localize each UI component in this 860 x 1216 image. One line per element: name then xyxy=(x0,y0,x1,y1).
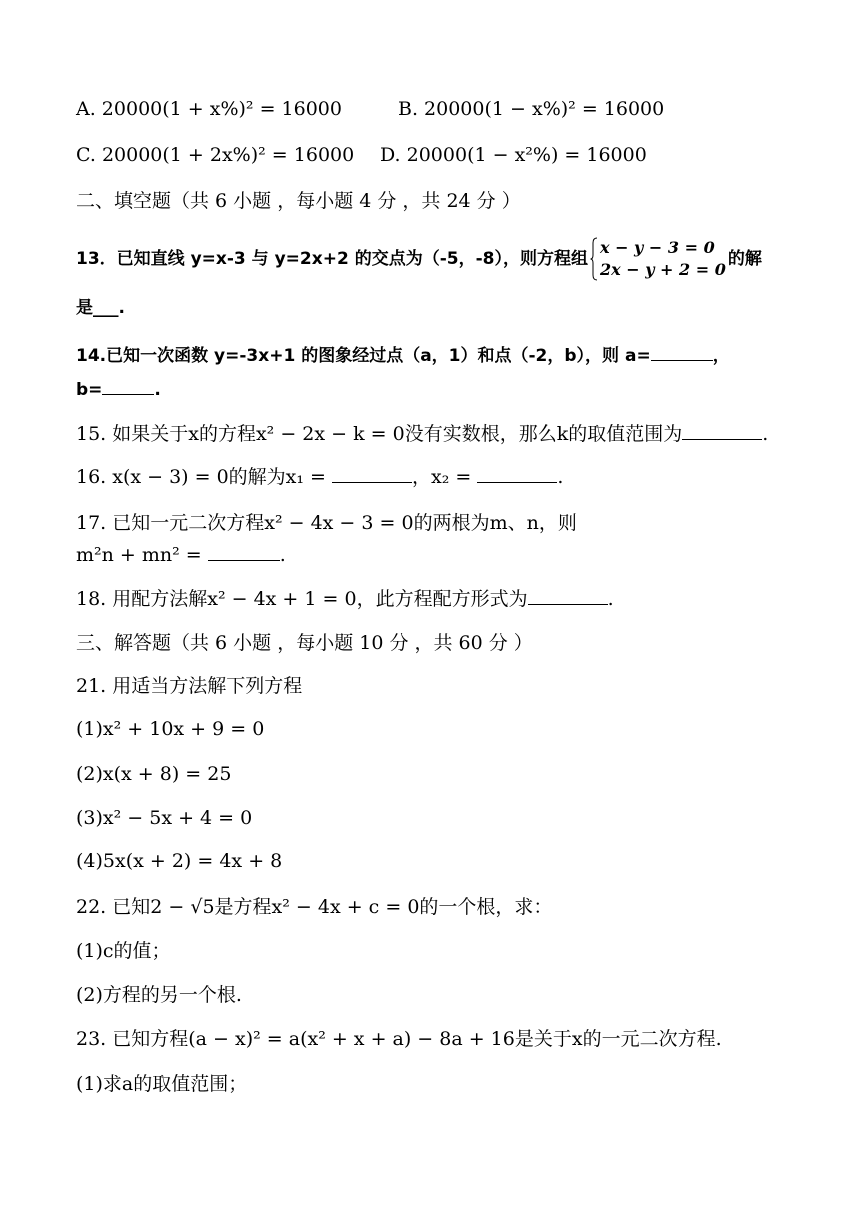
question-14-line1 xyxy=(76,348,730,365)
question-21-item-3: (3)x² − 5x + 4 = 0 xyxy=(76,807,253,829)
answer-blank-16a[interactable] xyxy=(332,481,412,483)
question-17-period: . xyxy=(279,544,286,566)
question-17-expression: m²n + mn² = xyxy=(76,544,208,566)
question-21-title: 21. 用适当方法解下列方程 xyxy=(76,675,303,697)
question-17-line1: 17. 已知一元二次方程x² − 4x − 3 = 0的两根为m、n，则 xyxy=(76,512,577,534)
question-18-period: . xyxy=(607,588,614,610)
question-13-line2: 是___. xyxy=(76,298,125,318)
question-21-item-2: (2)x(x + 8) = 25 xyxy=(76,763,232,785)
answer-blank-18[interactable] xyxy=(528,603,608,605)
question-14-line2 xyxy=(76,382,161,399)
question-14-comma: ， xyxy=(712,346,730,366)
question-21-item-4: (4)5x(x + 2) = 4x + 8 xyxy=(76,850,283,872)
answer-blank-a[interactable] xyxy=(651,359,713,361)
question-22-item-1: (1)c的值； xyxy=(76,940,171,962)
question-23-item-1: (1)求a的取值范围； xyxy=(76,1073,248,1095)
question-22-item-2: (2)方程的另一个根. xyxy=(76,984,242,1006)
question-18 xyxy=(76,590,614,609)
answer-blank-15[interactable] xyxy=(682,438,762,440)
question-21-item-1: (1)x² + 10x + 9 = 0 xyxy=(76,718,265,740)
answer-blank-17[interactable] xyxy=(208,559,280,561)
answer-blank-16b[interactable] xyxy=(477,481,557,483)
question-15-text: 15. 如果关于x的方程x² − 2x − k = 0没有实数根，那么k的取值范围为 xyxy=(76,423,683,445)
equation-system xyxy=(590,237,726,281)
question-15 xyxy=(76,425,768,444)
question-16-text-b: ，x₂ = xyxy=(412,466,478,488)
question-16 xyxy=(76,468,563,487)
question-22-title: 22. 已知2 − √5是方程x² − 4x + c = 0的一个根，求： xyxy=(76,896,553,918)
question-14-period: . xyxy=(154,380,161,400)
option-b: B. 20000(1 − x%)² = 16000 xyxy=(398,98,665,120)
equation-2: 2x − y + 2 = 0 xyxy=(599,260,726,279)
question-16-period: . xyxy=(557,466,564,488)
section-solve-heading: 三、解答题（共 6 小题 ，每小题 10 分 ，共 60 分 ） xyxy=(76,632,533,654)
answer-blank-b[interactable] xyxy=(102,393,154,395)
question-16-text-a: 16. x(x − 3) = 0的解为x₁ = xyxy=(76,466,333,488)
option-d: D. 20000(1 − x²%) = 16000 xyxy=(380,144,647,166)
question-14-text: 14.已知一次函数 y=-3x+1 的图象经过点（a，1）和点（-2，b），则 a= xyxy=(76,346,651,366)
option-a: A. 20000(1 + x%)² = 16000 xyxy=(76,98,342,120)
question-23-title: 23. 已知方程(a − x)² = a(x² + x + a) − 8a + 16是关于x的一元二次方程. xyxy=(76,1028,722,1050)
question-13 xyxy=(76,230,762,288)
question-13-text: 13．已知直线 y=x-3 与 y=2x+2 的交点为（-5，-8），则方程组 xyxy=(76,248,588,269)
question-17-line2 xyxy=(76,546,286,565)
question-14-b-label: b= xyxy=(76,380,103,400)
question-15-period: . xyxy=(762,423,769,445)
brace-icon xyxy=(590,237,598,281)
section-fill-blank-heading: 二、填空题（共 6 小题 ，每小题 4 分 ，共 24 分 ） xyxy=(76,190,521,212)
question-18-text: 18. 用配方法解x² − 4x + 1 = 0，此方程配方形式为 xyxy=(76,588,528,610)
option-c: C. 20000(1 + 2x%)² = 16000 xyxy=(76,144,355,166)
equation-1: x − y − 3 = 0 xyxy=(599,238,715,257)
question-13-after: 的解 xyxy=(727,248,762,269)
